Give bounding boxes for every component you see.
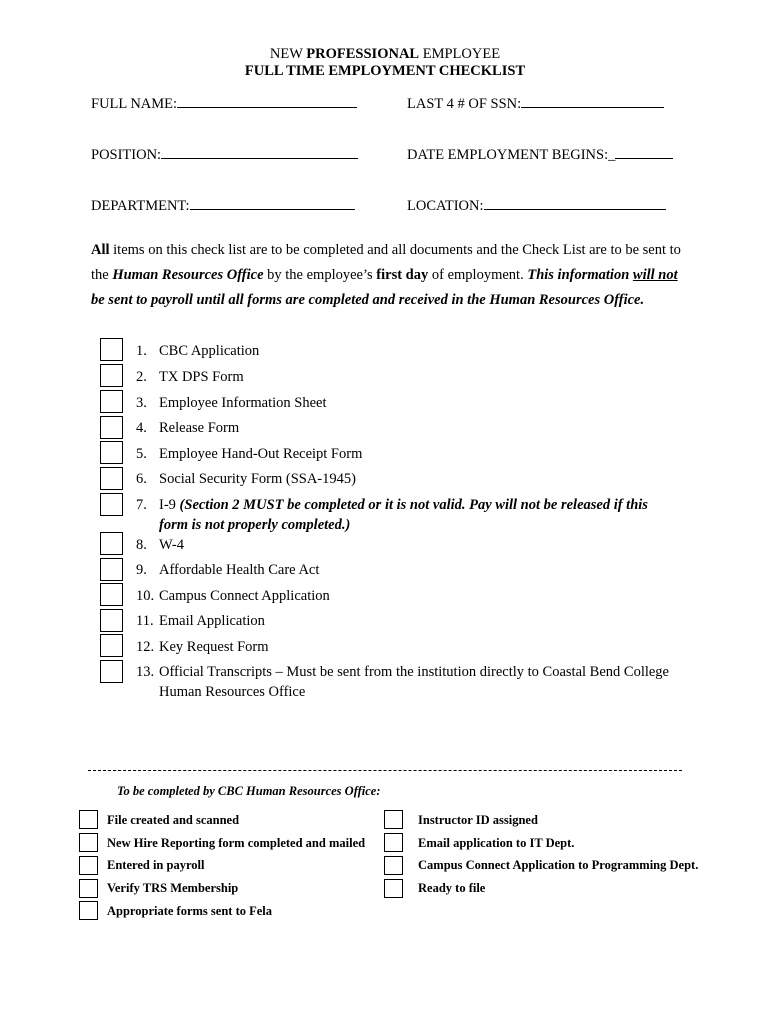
hr-checkbox-left-3[interactable]: [79, 856, 98, 875]
location-field[interactable]: [407, 196, 666, 215]
department-label: DEPARTMENT:: [91, 198, 190, 214]
hr-item-left-1: File created and scanned: [107, 813, 240, 827]
checklist-item-3: 3. Employee Information Sheet: [136, 395, 327, 411]
date-begins-blank[interactable]: [615, 145, 673, 159]
hr-checkbox-left-5[interactable]: [79, 901, 98, 920]
hr-checkbox-left-1[interactable]: [79, 810, 98, 829]
checkbox-4[interactable]: [100, 416, 123, 439]
checkbox-7[interactable]: [100, 493, 123, 516]
checkbox-3[interactable]: [100, 390, 123, 413]
ssn-blank[interactable]: [521, 94, 664, 108]
checkbox-9[interactable]: [100, 558, 123, 581]
checklist-item-11: 11. Email Application: [136, 613, 265, 629]
checklist-item-7: 7. I-9 (Section 2 MUST be completed or it is not valid. Pay will not be released if this form is not properly completed.): [136, 497, 648, 533]
date-begins-label: DATE EMPLOYMENT BEGINS:: [407, 147, 609, 163]
checklist-item-12: 12. Key Request Form: [136, 639, 269, 655]
date-begins-field[interactable]: [407, 145, 673, 164]
checklist-item-1: 1. CBC Application: [136, 343, 260, 359]
hr-item-left-5: Appropriate forms sent to Fela: [107, 904, 273, 918]
checkbox-8[interactable]: [100, 532, 123, 555]
checkbox-12[interactable]: [100, 634, 123, 657]
checkbox-5[interactable]: [100, 441, 123, 464]
full-name-field[interactable]: [91, 94, 357, 113]
checklist-item-5: 5. Employee Hand-Out Receipt Form: [136, 446, 363, 462]
position-label: POSITION:: [91, 147, 162, 163]
checklist-item-10: 10. Campus Connect Application: [136, 588, 330, 604]
checklist-item-13: 13. Official Transcripts – Must be sent from the institution directly to Coastal Bend College Human Resources Office: [136, 664, 669, 700]
checklist-item-9: 9. Affordable Health Care Act: [136, 562, 320, 578]
position-field[interactable]: [91, 145, 358, 164]
hr-item-right-4: Ready to file: [418, 881, 486, 895]
hr-checkbox-left-4[interactable]: [79, 879, 98, 898]
section-divider: [88, 770, 682, 771]
hr-checkbox-right-4[interactable]: [384, 879, 403, 898]
department-blank[interactable]: [190, 196, 355, 210]
department-field[interactable]: [91, 196, 355, 215]
checkbox-13[interactable]: [100, 660, 123, 683]
checklist-item-2: 2. TX DPS Form: [136, 369, 244, 385]
checkbox-1[interactable]: [100, 338, 123, 361]
ssn-label: LAST 4 # OF SSN:: [407, 96, 522, 112]
checklist-item-4: 4. Release Form: [136, 420, 240, 436]
instructions-paragraph: All items on this check list are to be completed and all documents and the Check List are to be sent to the Human Resources Office by the employee’s first day of employment. This information will not be sent to payroll until all forms are completed and received in the Human Resources Office.: [91, 242, 681, 308]
hr-checkbox-left-2[interactable]: [79, 833, 98, 852]
position-blank[interactable]: [161, 145, 358, 159]
form-title: NEW PROFESSIONAL EMPLOYEE: [269, 46, 501, 62]
hr-item-right-2: Email application to IT Dept.: [418, 836, 575, 850]
checkbox-2[interactable]: [100, 364, 123, 387]
hr-item-left-2: New Hire Reporting form completed and mailed: [107, 836, 366, 850]
hr-item-left-4: Verify TRS Membership: [107, 881, 239, 895]
hr-item-left-3: Entered in payroll: [107, 858, 205, 872]
checkbox-6[interactable]: [100, 467, 123, 490]
hr-checkbox-right-1[interactable]: [384, 810, 403, 829]
checkbox-10[interactable]: [100, 583, 123, 606]
form-subtitle: FULL TIME EMPLOYMENT CHECKLIST: [244, 63, 526, 79]
hr-item-right-3: Campus Connect Application to Programming Dept.: [418, 858, 699, 872]
hr-item-right-1: Instructor ID assigned: [418, 813, 538, 827]
full-name-label: FULL NAME:: [91, 96, 178, 112]
full-name-blank[interactable]: [177, 94, 357, 108]
checklist-item-8: 8. W-4: [136, 537, 184, 553]
hr-checkbox-right-2[interactable]: [384, 833, 403, 852]
date-begins-mark: _: [608, 147, 616, 163]
location-blank[interactable]: [484, 196, 666, 210]
ssn-field[interactable]: [407, 94, 664, 113]
hr-checkbox-right-3[interactable]: [384, 856, 403, 875]
hr-office-note: To be completed by CBC Human Resources Office:: [117, 784, 381, 798]
location-label: LOCATION:: [407, 198, 484, 214]
checklist-item-6: 6. Social Security Form (SSA-1945): [136, 471, 356, 487]
checkbox-11[interactable]: [100, 609, 123, 632]
